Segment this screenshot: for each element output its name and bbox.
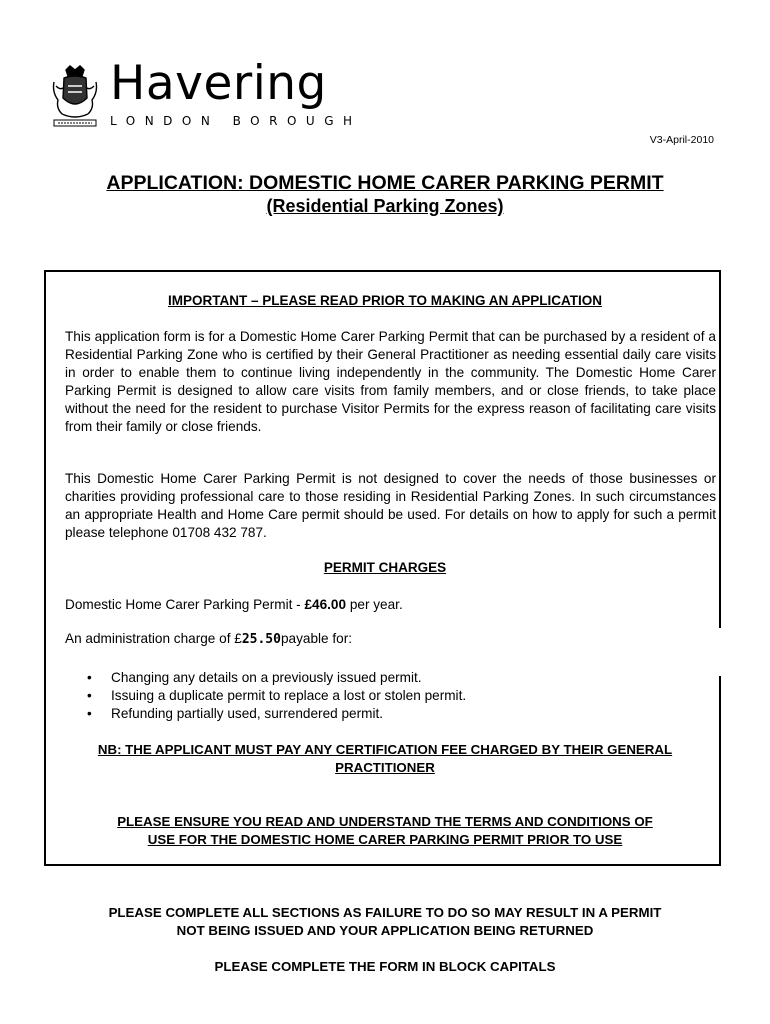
- block-capitals-notice: PLEASE COMPLETE THE FORM IN BLOCK CAPITALS: [214, 959, 556, 974]
- admin-charge-price: 25.50: [241, 632, 281, 647]
- list-item: • Issuing a duplicate permit to replace a lost or stolen permit.: [85, 687, 466, 705]
- page-subtitle: (Residential Parking Zones): [266, 196, 504, 216]
- version-label: V3-April-2010: [649, 134, 714, 146]
- permit-charges-heading: PERMIT CHARGES: [323, 560, 447, 575]
- nb-notice-line-1: NB: THE APPLICANT MUST PAY ANY CERTIFICATION FEE CHARGED BY THEIR GENERAL: [97, 742, 673, 757]
- permit-charge-line: [65, 597, 403, 612]
- admin-charge-prefix: An administration charge of £: [65, 631, 242, 646]
- havering-crest-logo: [50, 64, 100, 130]
- admin-charge-list: [85, 669, 466, 723]
- important-paragraph-1: This application form is for a Domestic Home Carer Parking Permit that can be purchased by a resident of a Residential Parking Zone who is certified by their General Practitioner as needing essential daily care visits in order to enable them to continue living independently in the community. The Domestic Home Carer Parking Permit is designed to allow care visits from family members, and or close friends, to take place without the need for the resident to purchase Visitor Permits for the express reason of facilitating care visits from their family or close friends.: [65, 329, 716, 434]
- ensure-notice-line-1: PLEASE ENSURE YOU READ AND UNDERSTAND THE TERMS AND CONDITIONS OF: [117, 814, 653, 829]
- logo-wordmark: Havering: [110, 56, 327, 111]
- nb-notice-line-2: PRACTITIONER: [335, 760, 435, 775]
- logo-subtitle: LONDON BOROUGH: [110, 114, 362, 128]
- complete-notice-line-1: PLEASE COMPLETE ALL SECTIONS AS FAILURE TO DO SO MAY RESULT IN A PERMIT: [108, 905, 662, 920]
- important-paragraph-2: This Domestic Home Carer Parking Permit is not designed to cover the needs of those businesses or charities providing professional care to those residing in Residential Parking Zones. In such circumstances an appropriate Health and Home Care permit should be used. For details on how to apply for such a permit please telephone 01708 432 787.: [65, 471, 716, 540]
- complete-notice-line-2: NOT BEING ISSUED AND YOUR APPLICATION BEING RETURNED: [176, 923, 594, 938]
- permit-charge-suffix: per year.: [346, 597, 403, 612]
- important-heading: IMPORTANT – PLEASE READ PRIOR TO MAKING AN APPLICATION: [167, 293, 603, 308]
- list-item: • Changing any details on a previously issued permit.: [85, 669, 466, 687]
- box-border-gap: [719, 628, 725, 676]
- list-item: • Refunding partially used, surrendered permit.: [85, 705, 466, 723]
- admin-charge-suffix: payable for:: [280, 631, 353, 646]
- page-title: APPLICATION: DOMESTIC HOME CARER PARKING PERMIT: [106, 172, 664, 194]
- permit-charge-price: £46.00: [304, 597, 347, 612]
- ensure-notice-line-2: USE FOR THE DOMESTIC HOME CARER PARKING PERMIT PRIOR TO USE: [147, 832, 623, 847]
- permit-charge-prefix: Domestic Home Carer Parking Permit -: [65, 597, 305, 612]
- admin-charge-line: [65, 631, 352, 647]
